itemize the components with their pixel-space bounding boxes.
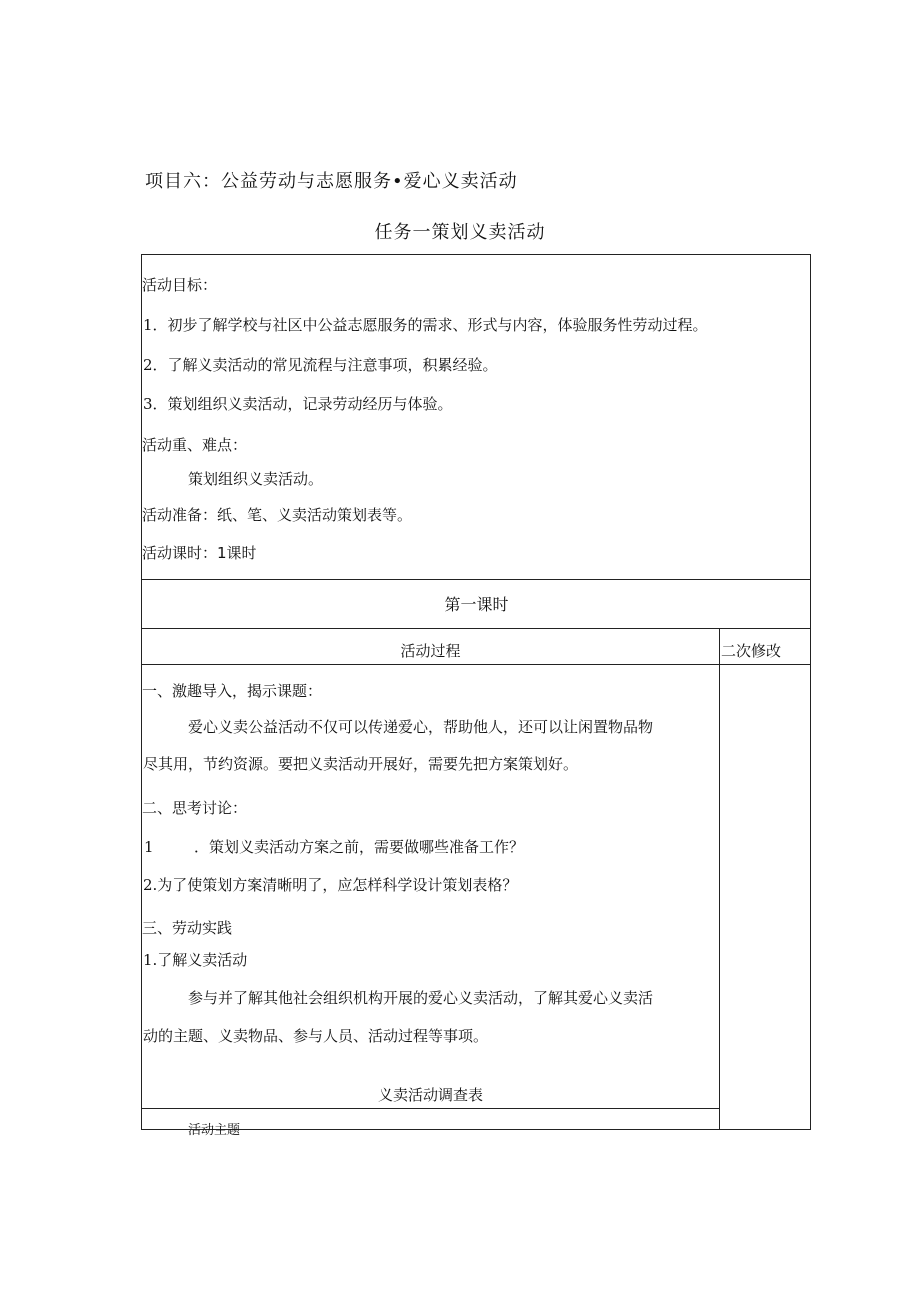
class-hours-line xyxy=(142,543,257,563)
row-divider xyxy=(142,628,811,629)
row-divider xyxy=(142,1108,719,1109)
section-3-paragraph-line-1: 参与并了解其他社会组织机构开展的爱心义卖活动，了解其爱心义卖活 xyxy=(188,989,654,1007)
section-1-paragraph-line-1: 爱心义卖公益活动不仅可以传递爱心，帮助他人，还可以让闲置物品物 xyxy=(188,718,654,736)
project-heading: 项目六：公益劳动与志愿服务•爱心义卖活动 xyxy=(145,171,518,192)
preparation-label: 活动准备： xyxy=(142,506,218,524)
row-divider xyxy=(142,664,811,665)
lesson-plan-table xyxy=(141,254,811,1138)
lesson-title: 第一课时 xyxy=(444,595,509,614)
question-2: 2.为了使策划方案清晰明了，应怎样科学设计策划表格？ xyxy=(143,876,518,894)
section-3-title: 三、劳动实践 xyxy=(142,919,233,937)
class-hours-label: 活动课时： xyxy=(142,544,218,562)
section-1-title: 一、激趣导入，揭示课题： xyxy=(142,682,323,700)
survey-row-activity-theme: 活动主题 xyxy=(188,1123,241,1138)
objective-item-2: 2．了解义卖活动的常见流程与注意事项，积累经验。 xyxy=(143,356,498,374)
section-3-subtitle: 1.了解义卖活动 xyxy=(143,951,248,969)
process-column-header: 活动过程 xyxy=(400,642,461,660)
survey-table-title: 义卖活动调查表 xyxy=(377,1086,483,1104)
section-1-paragraph-line-2: 尽其用，节约资源。要把义卖活动开展好，需要先把方案策划好。 xyxy=(143,755,579,773)
objectives-label: 活动目标： xyxy=(142,276,218,294)
objective-item-3: 3．策划组织义卖活动，记录劳动经历与体验。 xyxy=(143,395,453,413)
preparation-line xyxy=(142,505,412,525)
key-points-label: 活动重、难点： xyxy=(142,436,248,454)
row-divider xyxy=(142,579,811,580)
key-points-content: 策划组织义卖活动。 xyxy=(188,470,324,488)
section-2-title: 二、思考讨论： xyxy=(142,799,248,817)
section-3-paragraph-line-2: 动的主题、义卖物品、参与人员、活动过程等事项。 xyxy=(143,1027,489,1045)
revision-column-header: 二次修改 xyxy=(721,642,782,660)
objective-item-1: 1．初步了解学校与社区中公益志愿服务的需求、形式与内容，体验服务性劳动过程。 xyxy=(143,316,708,334)
task-title: 任务一策划义卖活动 xyxy=(374,222,546,243)
question-1-text: ．策划义卖活动方案之前，需要做哪些准备工作？ xyxy=(194,838,525,856)
column-divider xyxy=(719,628,720,1130)
question-1-number: 1 xyxy=(144,838,154,856)
class-hours-content: 1课时 xyxy=(217,544,257,562)
preparation-content: 纸、笔、义卖活动策划表等。 xyxy=(217,506,413,524)
